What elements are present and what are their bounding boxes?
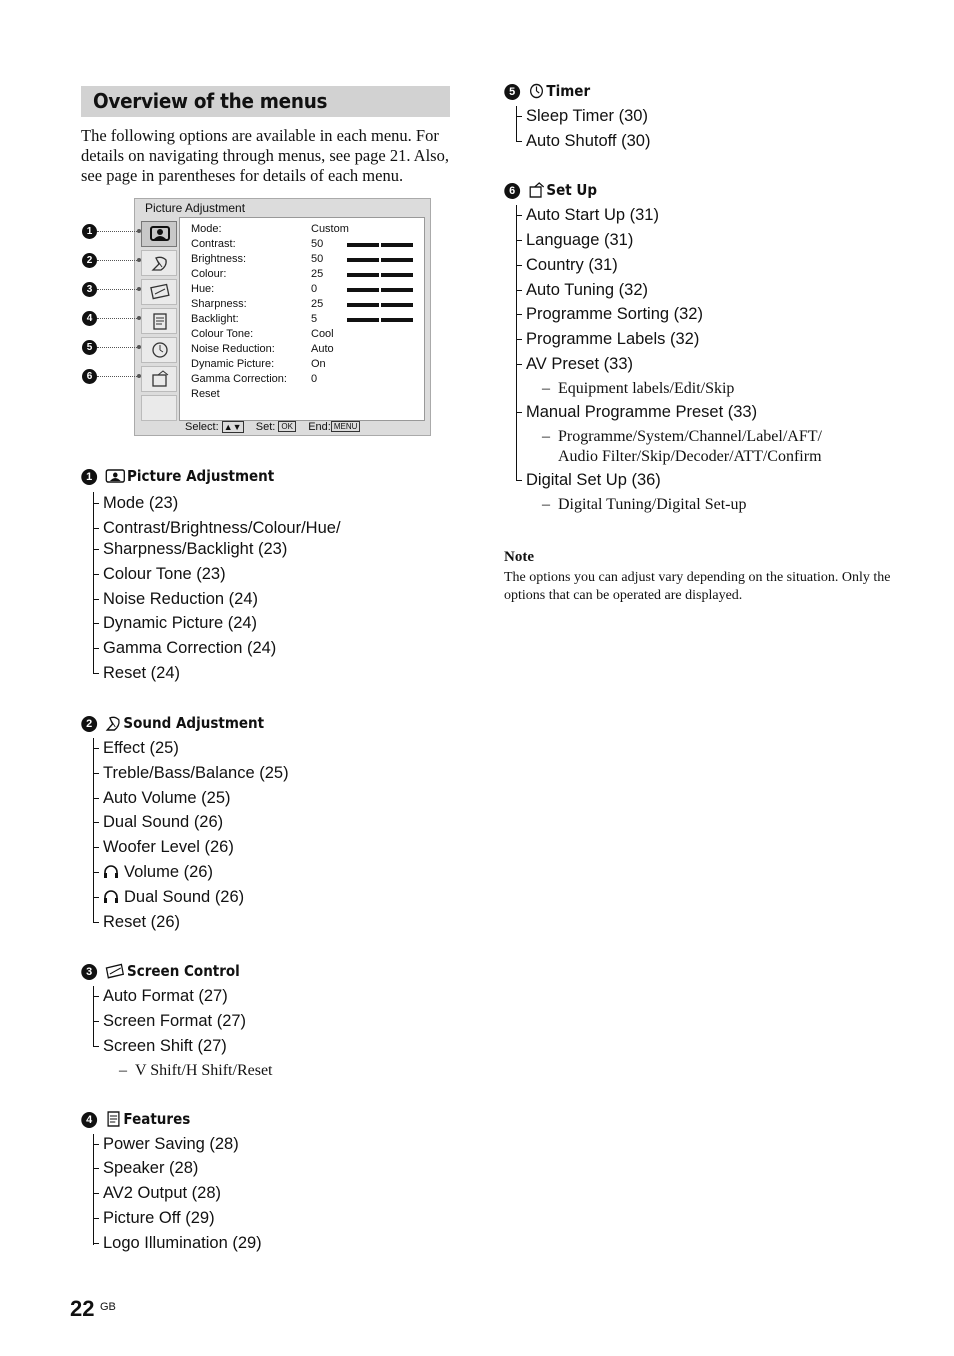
list-item: Speaker (28) — [93, 1158, 198, 1178]
list-item: Auto Volume (25) — [93, 788, 231, 808]
list-item: Dual Sound (26) — [93, 887, 244, 907]
section-title-bar — [81, 86, 450, 117]
ok-key-icon: OK — [278, 421, 296, 432]
list-item-continuation: Sharpness/Backlight (23) — [93, 539, 287, 559]
callout-leader — [97, 347, 139, 348]
callout-marker: 2 — [82, 253, 97, 268]
list-item: Contrast/Brightness/Colour/Hue/ — [93, 518, 341, 538]
callout-dot — [137, 229, 141, 233]
list-item: Reset (26) — [93, 912, 180, 932]
list-item: Programme Labels (32) — [516, 329, 699, 349]
sub-item-continuation: Audio Filter/Skip/Decoder/ATT/Confirm — [558, 448, 822, 465]
sub-item: – V Shift/H Shift/Reset — [119, 1062, 273, 1079]
menu-screen-illustration — [134, 198, 431, 436]
note-text: The options you can adjust vary depending on the situation. Only the options that can be operated are displayed. — [504, 570, 891, 603]
slider-bar — [347, 318, 413, 322]
slider-bar — [347, 258, 413, 262]
list-item: Reset (24) — [93, 663, 180, 683]
sub-item: – Programme/System/Channel/Label/AFT/ — [542, 428, 822, 445]
timer-icon — [528, 83, 544, 99]
list-item: Screen Format (27) — [93, 1011, 246, 1031]
list-item: Treble/Bass/Balance (25) — [93, 763, 289, 783]
screen-timer-icon — [141, 337, 177, 363]
list-item: Programme Sorting (32) — [516, 304, 703, 324]
slider-bar — [347, 273, 413, 277]
callout-marker: 3 — [82, 282, 97, 297]
note-heading: Note — [504, 549, 534, 565]
list-item: AV2 Output (28) — [93, 1183, 221, 1203]
screen-title: Picture Adjustment — [145, 201, 246, 215]
section-heading-sound: 2 Sound Adjustment — [82, 714, 264, 732]
callout-dot — [137, 345, 141, 349]
section-heading-setup: 6 Set Up — [505, 181, 597, 199]
list-item: Auto Format (27) — [93, 986, 228, 1006]
list-item: Colour Tone (23) — [93, 564, 226, 584]
list-item: Effect (25) — [93, 738, 179, 758]
sub-item: – Digital Tuning/Digital Set-up — [542, 496, 747, 513]
intro-paragraph: The following options are available in each menu. For details on navigating through menus, see page 21. Also, see page in parentheses for details of each menu. — [81, 126, 449, 185]
updown-arrows-icon: ▲▼ — [223, 422, 242, 432]
list-item: Language (31) — [516, 230, 633, 250]
callout-dot — [137, 374, 141, 378]
sound-icon — [105, 715, 121, 731]
callout-marker: 1 — [82, 224, 97, 239]
list-item: Sleep Timer (30) — [516, 106, 648, 126]
list-item: Auto Tuning (32) — [516, 280, 648, 300]
callout-dot — [137, 258, 141, 262]
section-heading-screen: 3 Screen Control — [82, 962, 240, 980]
slider-bar — [347, 243, 413, 247]
list-item: Auto Start Up (31) — [516, 205, 659, 225]
slider-bar — [347, 288, 413, 292]
slider-bar — [347, 303, 413, 307]
screen-picture-icon — [141, 221, 177, 247]
screen-menu-icons — [139, 217, 177, 421]
screen-sound-icon — [141, 250, 177, 276]
section-heading-timer: 5 Timer — [505, 82, 590, 100]
list-item: Picture Off (29) — [93, 1208, 215, 1228]
headphones-icon — [103, 864, 119, 879]
list-item: Power Saving (28) — [93, 1134, 239, 1154]
setup-icon — [528, 182, 544, 198]
callout-marker: 4 — [82, 311, 97, 326]
section-heading-features: 4 Features — [82, 1110, 190, 1128]
list-item: AV Preset (33) — [516, 354, 633, 374]
callout-marker: 5 — [82, 340, 97, 355]
list-item: Gamma Correction (24) — [93, 638, 276, 658]
screen-settings-panel: Mode: Custom Contrast: 50 Brightness: 50 Colour: 25 Hue: 0 Sharpness: 25 Backlight: 5 Colour Tone: Cool Noise Reduction: Auto Dynamic Picture: On Gamma Correction: 0 Reset — [179, 217, 425, 421]
list-item: Manual Programme Preset (33) — [516, 402, 757, 422]
list-item: Woofer Level (26) — [93, 837, 234, 857]
callout-dot — [137, 316, 141, 320]
page-number: 22 — [70, 1296, 95, 1321]
list-item: Digital Set Up (36) — [516, 470, 661, 490]
list-item: Screen Shift (27) — [93, 1036, 227, 1056]
features-icon — [105, 1111, 121, 1127]
screen-setup-icon — [141, 366, 177, 392]
screen-features-icon — [141, 308, 177, 334]
headphones-icon — [103, 889, 119, 904]
callout-leader — [97, 289, 139, 290]
list-item: Dual Sound (26) — [93, 812, 223, 832]
callout-leader — [97, 318, 139, 319]
list-item: Volume (26) — [93, 862, 213, 882]
list-item: Dynamic Picture (24) — [93, 613, 257, 633]
callout-marker: 6 — [82, 369, 97, 384]
callout-leader — [97, 260, 139, 261]
callout-dot — [137, 287, 141, 291]
list-item: Noise Reduction (24) — [93, 589, 258, 609]
list-item: Mode (23) — [93, 493, 178, 513]
list-item: Logo Illumination (29) — [93, 1233, 262, 1253]
list-item: Country (31) — [516, 255, 618, 275]
screen-footer: Select: ▲▼ Set: OK End: MENU — [185, 421, 360, 433]
callout-leader — [97, 231, 139, 232]
screen-screen-icon — [141, 279, 177, 305]
section-heading-picture: 1 Picture Adjustment — [82, 467, 274, 485]
page-title: Overview of the menus — [93, 89, 328, 113]
picture-icon — [105, 468, 125, 484]
list-item: Auto Shutoff (30) — [516, 131, 650, 151]
sub-item: – Equipment labels/Edit/Skip — [542, 380, 735, 397]
screen-icon — [105, 963, 125, 979]
page-region-code: GB — [100, 1301, 116, 1313]
callout-leader — [97, 376, 139, 377]
screen-empty-slot — [141, 395, 177, 421]
menu-key-icon: MENU — [331, 421, 361, 432]
